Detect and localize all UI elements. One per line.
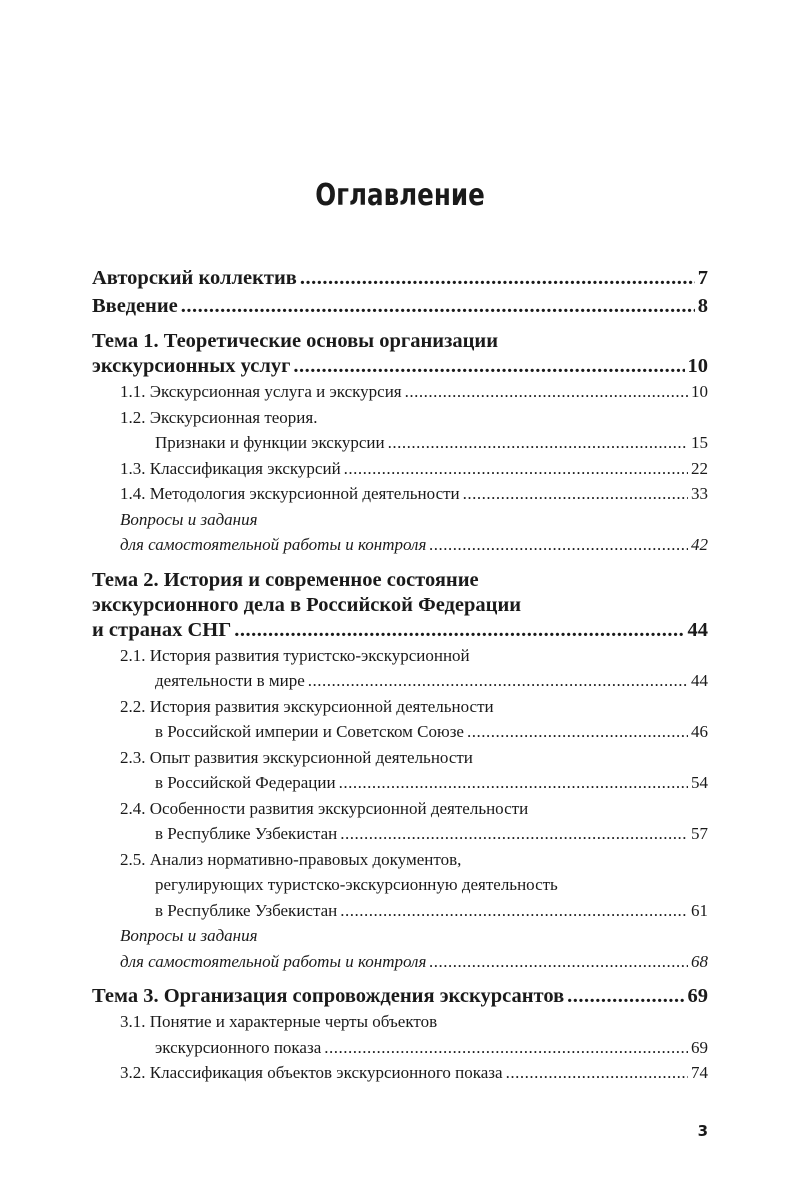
toc-topic-title: Тема 2. История и современное состояние: [92, 568, 479, 591]
dot-leader: [339, 770, 688, 796]
toc-page-number: 69: [691, 1037, 708, 1057]
table-of-contents: [92, 266, 708, 1086]
toc-entry-text: 3.1. Понятие и характерные черты объектов: [120, 1012, 438, 1031]
toc-page-number: 74: [691, 1063, 708, 1082]
toc-entry-text: Вопросы и задания: [120, 509, 258, 529]
dot-leader: [293, 354, 684, 379]
toc-subentry-2-4[interactable]: [92, 796, 708, 847]
dot-leader: [388, 430, 688, 456]
page-number: 3: [697, 1122, 708, 1140]
toc-topic-3[interactable]: [92, 984, 708, 1009]
toc-entry-text: 1.3. Классификация экскурсий: [120, 458, 341, 478]
toc-page-number: 44: [687, 618, 708, 641]
toc-entry-text: для самостоятельной работы и контроля: [120, 535, 427, 554]
toc-entry-text: Авторский коллектив: [92, 267, 297, 289]
toc-entry-text: 1.2. Экскурсионная теория.: [120, 407, 318, 427]
dot-leader: [405, 379, 688, 405]
toc-entry-text: деятельности в мире: [155, 671, 305, 690]
toc-entry-text: 2.1. История развития туристско-экскурсионной: [120, 645, 470, 665]
toc-entry-text: экскурсионных услуг: [92, 355, 291, 377]
toc-topic-title-last: [92, 354, 708, 379]
dot-leader: [506, 1060, 688, 1086]
dot-leader: [567, 984, 684, 1009]
toc-questions-1[interactable]: [92, 507, 708, 558]
toc-page-number: 8: [697, 295, 708, 317]
toc-entry-text: 2.2. История развития экскурсионной деятельности: [120, 696, 494, 716]
toc-entry-text: Признаки и функции экскурсии: [155, 433, 385, 452]
dot-leader: [340, 898, 688, 924]
toc-subentry-3-2[interactable]: [92, 1060, 708, 1086]
dot-leader: [429, 532, 688, 558]
toc-page-number: 54: [691, 773, 708, 792]
toc-entry-text: 2.3. Опыт развития экскурсионной деятельности: [120, 747, 473, 767]
toc-topic-title: Тема 1. Теоретические основы организации: [92, 330, 499, 352]
page-title: Оглавление: [315, 178, 485, 213]
toc-entry-text: в Российской Федерации: [155, 773, 336, 792]
toc-page-number: 33: [691, 484, 708, 503]
toc-subentry-1-1[interactable]: [92, 379, 708, 405]
toc-topic-1[interactable]: [92, 329, 708, 379]
dot-leader: [429, 949, 688, 975]
toc-subentry-2-3[interactable]: [92, 745, 708, 796]
dot-leader: [344, 456, 688, 482]
toc-subentry-3-1[interactable]: [92, 1009, 708, 1060]
dot-leader: [300, 266, 695, 291]
dot-leader: [324, 1035, 688, 1061]
toc-page-number: 44: [691, 671, 708, 690]
toc-entry-text: 1.4. Методология экскурсионной деятельности: [120, 484, 460, 503]
toc-entry-text: 2.5. Анализ нормативно-правовых документов,: [120, 849, 462, 869]
toc-topic-title-last: [92, 618, 708, 643]
toc-entry-text: 1.1. Экскурсионная услуга и экскурсия: [120, 382, 402, 401]
toc-subentry-2-2[interactable]: [92, 694, 708, 745]
dot-leader: [463, 481, 688, 507]
toc-page-number: 42: [691, 535, 708, 554]
toc-entry-authors[interactable]: [92, 266, 708, 291]
toc-entry-text: регулирующих туристско-экскурсионную деятельность: [155, 875, 558, 894]
toc-entry-text: экскурсионного показа: [155, 1037, 322, 1057]
toc-topic-title: экскурсионного дела в Российской Федерации: [92, 593, 522, 616]
toc-page-number: 46: [691, 722, 708, 741]
toc-entry-text: 3.2. Классификация объектов экскурсионного показа: [120, 1063, 503, 1082]
toc-page-number: 7: [697, 267, 708, 289]
dot-leader: [308, 668, 688, 694]
toc-page-number: 69: [687, 985, 708, 1007]
toc-subentry-1-3[interactable]: [92, 456, 708, 482]
toc-entry-text: в Республике Узбекистан: [155, 900, 338, 920]
toc-page-number: 57: [691, 824, 708, 843]
toc-page-number: 10: [691, 382, 708, 401]
toc-subentry-1-4[interactable]: [92, 481, 708, 507]
toc-entry-text: Введение: [92, 295, 178, 317]
toc-page-number: 68: [691, 951, 708, 971]
toc-entry-text: 2.4. Особенности развития экскурсионной деятельности: [120, 798, 529, 818]
toc-page-number: 15: [691, 433, 708, 452]
toc-page-number: 10: [687, 355, 708, 377]
toc-topic-2[interactable]: [92, 568, 708, 643]
dot-leader: [181, 294, 695, 319]
dot-leader: [234, 618, 684, 643]
toc-entry-text: и странах СНГ: [92, 618, 232, 641]
toc-entry-text: в Республике Узбекистан: [155, 824, 338, 843]
toc-page-number: 61: [691, 900, 708, 920]
toc-subentry-2-5[interactable]: [92, 847, 708, 924]
toc-page-number: 22: [691, 458, 708, 478]
toc-subentry-1-2[interactable]: [92, 405, 708, 456]
toc-entry-text: в Российской империи и Советском Союзе: [155, 722, 464, 741]
toc-subentry-2-1[interactable]: [92, 643, 708, 694]
dot-leader: [467, 719, 688, 745]
toc-questions-2[interactable]: [92, 923, 708, 974]
toc-entry-intro[interactable]: [92, 294, 708, 319]
toc-entry-text: Вопросы и задания: [120, 926, 258, 945]
toc-entry-text: для самостоятельной работы и контроля: [120, 951, 427, 971]
toc-entry-text: Тема 3. Организация сопровождения экскурсантов: [92, 985, 565, 1007]
dot-leader: [340, 821, 688, 847]
